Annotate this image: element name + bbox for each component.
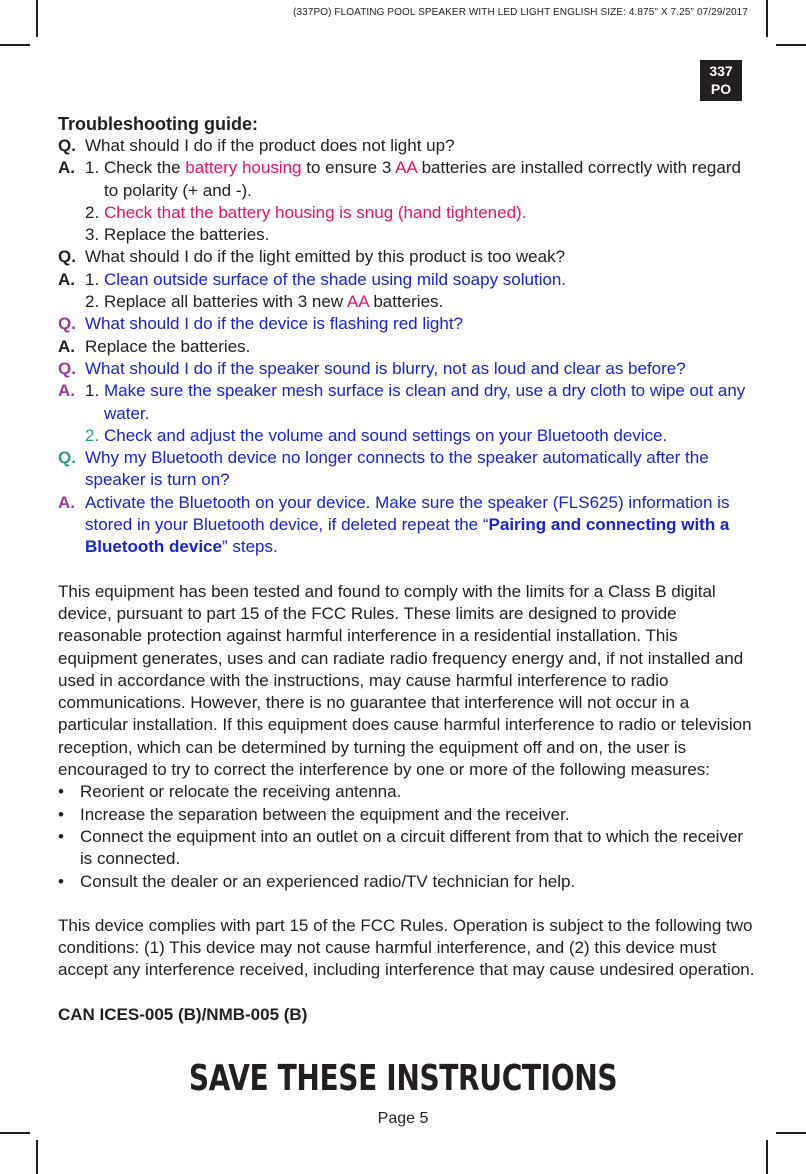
question-text: What should I do if the device is flashing red light? xyxy=(85,314,463,334)
answer-text: Replace the batteries. xyxy=(85,336,251,356)
bullet: • xyxy=(58,871,64,891)
step-text: Check and adjust the volume and sound settings on your Bluetooth device. xyxy=(104,425,668,445)
step-number: 2. xyxy=(85,425,100,445)
crop-mark xyxy=(776,1132,806,1134)
ices-statement: CAN ICES-005 (B)/NMB-005 (B) xyxy=(58,1004,308,1024)
step-number: 2. xyxy=(85,202,100,222)
answer-step xyxy=(85,380,758,425)
answer-step xyxy=(85,425,758,447)
document-body xyxy=(58,113,758,1026)
a-marker: A. xyxy=(58,492,75,512)
question-text: What should I do if the product does not light up? xyxy=(85,136,455,155)
list-item xyxy=(58,871,758,893)
answer-text: Activate the Bluetooth on your device. Make sure the speaker (FLS625) information is stored in your Bluetooth device, if deleted repeat the “Pairing and connecting with a Bluetooth device” steps. xyxy=(85,492,730,557)
answer-step xyxy=(85,269,758,291)
page-number: Page 5 xyxy=(377,1110,429,1127)
crop-mark xyxy=(0,44,30,46)
question-text: What should I do if the speaker sound is blurry, not as loud and clear as before? xyxy=(85,358,686,378)
bullet-text: Increase the separation between the equipment and the receiver. xyxy=(80,804,570,824)
a-marker: A. xyxy=(58,269,75,289)
step-number: 2. xyxy=(85,292,100,312)
step-text: Replace all batteries with 3 new AA batteries. xyxy=(104,292,444,312)
list-item xyxy=(58,804,758,826)
question xyxy=(58,358,758,380)
crop-mark xyxy=(36,1140,38,1174)
crop-mark xyxy=(766,0,768,37)
question xyxy=(58,246,758,268)
crop-mark xyxy=(766,1140,768,1174)
fcc-paragraph: This equipment has been tested and found to comply with the limits for a Class B digital device, pursuant to part 15 of the FCC Rules. These limits are designed to provide reasonable protection against harmful interference in a residential installation. This equipment generates, uses and can radiate radio frequency energy and, if not installed and used in accordance with the instructions, may cause harmful interference to radio communications. However, there is no guarantee that interference will not occur in a particular installation. If this equipment does cause harmful interference to radio or television reception, which can be determined by turning the equipment off and on, the user is encouraged to try to correct the interference by one or more of the following measures: xyxy=(58,581,752,780)
save-instructions-heading: SAVE THESE INSTRUCTIONS xyxy=(188,1058,618,1099)
crop-mark xyxy=(776,44,806,46)
question xyxy=(58,135,758,157)
q-marker: Q. xyxy=(58,247,76,267)
answer xyxy=(58,492,758,559)
answer-step xyxy=(85,157,758,202)
compliance-paragraph: This device complies with part 15 of the FCC Rules. Operation is subject to the following two conditions: (1) This device may not cause harmful interference, and (2) this device must accept any interference received, including interference that may cause undesired operation. xyxy=(58,915,755,980)
print-slug: (337PO) FLOATING POOL SPEAKER WITH LED LIGHT ENGLISH SIZE: 4.875" X 7.25" 07/29/2017 xyxy=(293,7,748,18)
q-marker: Q. xyxy=(58,358,76,378)
bullet-text: Reorient or relocate the receiving antenna. xyxy=(80,782,402,802)
badge-line: 337 xyxy=(709,63,733,79)
a-marker: A. xyxy=(58,158,75,178)
question xyxy=(58,447,758,492)
answer-step xyxy=(85,202,758,224)
question-text: Why my Bluetooth device no longer connects to the speaker automatically after the speaker is turn on? xyxy=(85,448,709,490)
answer xyxy=(58,157,758,246)
bullet-text: Consult the dealer or an experienced radio/TV technician for help. xyxy=(80,871,576,891)
answer-step xyxy=(85,224,758,246)
step-text: Check that the battery housing is snug (hand tightened). xyxy=(104,202,527,222)
step-number: 1. xyxy=(85,269,100,289)
bullet-text: Connect the equipment into an outlet on a circuit different from that to which the receiver is connected. xyxy=(80,826,744,869)
crop-mark xyxy=(0,1132,30,1134)
step-text: Clean outside surface of the shade using mild soapy solution. xyxy=(104,269,567,289)
list-item xyxy=(58,826,758,871)
badge-line: PO xyxy=(710,81,732,97)
step-number: 3. xyxy=(85,225,100,245)
a-marker: A. xyxy=(58,336,75,356)
bullet: • xyxy=(58,782,64,802)
answer xyxy=(58,269,758,314)
bullet: • xyxy=(58,804,64,824)
question-text: What should I do if the light emitted by this product is too weak? xyxy=(85,247,566,267)
crop-mark xyxy=(36,0,38,37)
section-title: Troubleshooting guide: xyxy=(58,114,258,134)
list-item xyxy=(58,781,758,803)
step-text: Check the battery housing to ensure 3 AA batteries are installed correctly with regard to polarity (+ and -). xyxy=(104,158,741,200)
answer xyxy=(58,380,758,447)
step-text: Make sure the speaker mesh surface is clean and dry, use a dry cloth to wipe out any water. xyxy=(104,381,746,423)
a-marker: A. xyxy=(58,381,75,401)
step-text: Replace the batteries. xyxy=(104,225,270,245)
q-marker: Q. xyxy=(58,136,76,155)
question xyxy=(58,313,758,335)
step-number: 1. xyxy=(85,158,100,178)
q-marker: Q. xyxy=(58,314,76,334)
bullet: • xyxy=(58,826,64,846)
model-badge xyxy=(700,60,742,101)
q-marker: Q. xyxy=(58,448,76,468)
answer xyxy=(58,336,758,358)
answer-step xyxy=(85,291,758,313)
step-number: 1. xyxy=(85,381,100,401)
